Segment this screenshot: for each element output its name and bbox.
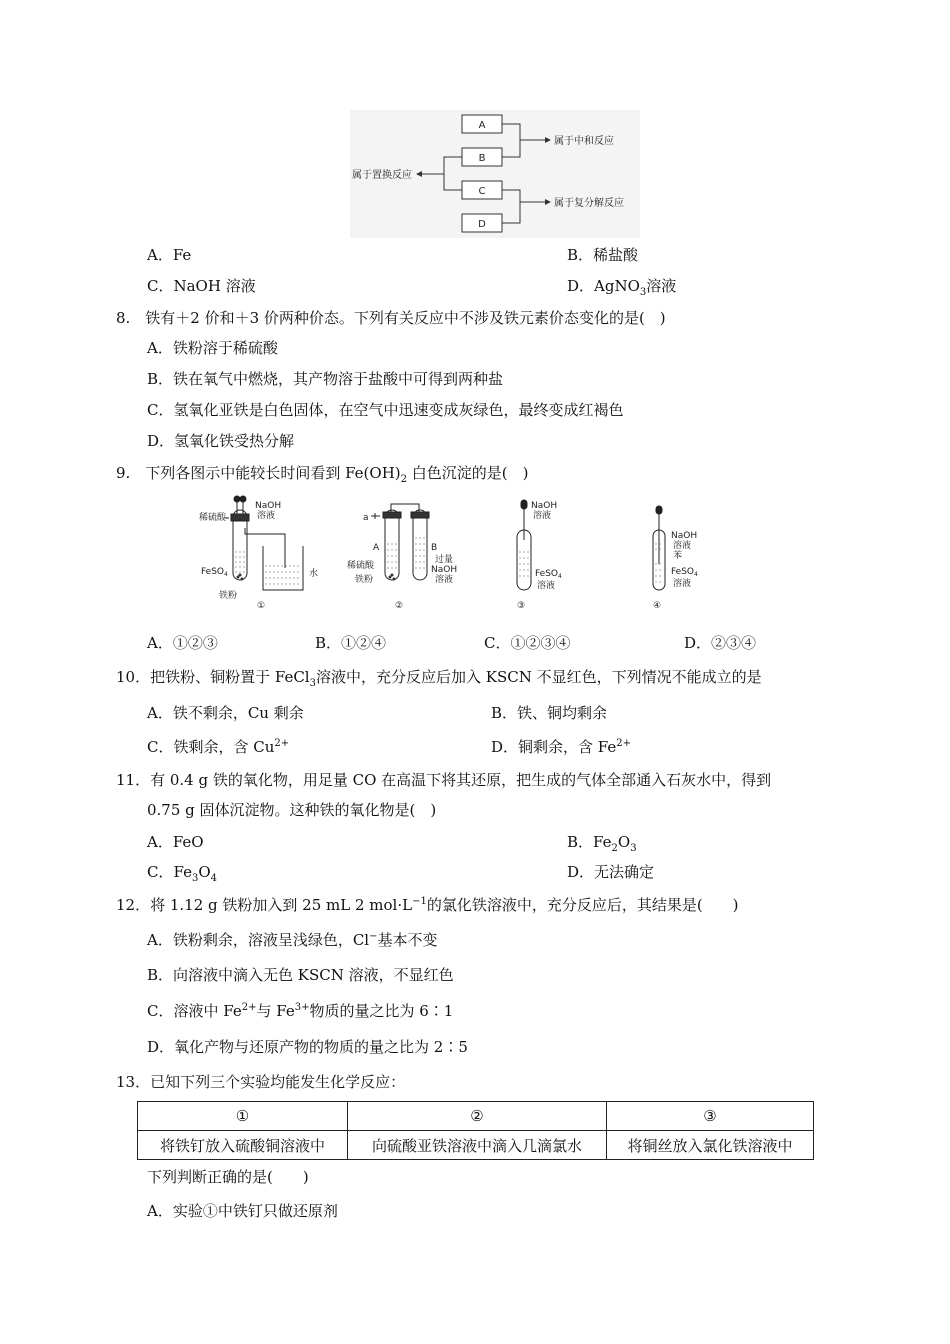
q7-option-b: B．稀盐酸 bbox=[567, 246, 639, 264]
svg-text:NaOH: NaOH bbox=[431, 565, 458, 575]
table-header-cell: ③ bbox=[607, 1102, 814, 1131]
q12-option-d: D．氧化产物与还原产物的物质的量之比为 2∶5 bbox=[147, 1038, 468, 1056]
q8-option-a: A．铁粉溶于稀硫酸 bbox=[147, 339, 278, 357]
q8-option-c: C．氢氧化亚铁是白色固体，在空气中迅速变成灰绿色，最终变成红褐色 bbox=[147, 401, 624, 419]
q8-option-d: D．氢氧化铁受热分解 bbox=[147, 432, 295, 450]
q9-option-d: D．②③④ bbox=[684, 634, 757, 652]
q13-option-a: A．实验①中铁钉只做还原剂 bbox=[147, 1202, 338, 1220]
svg-text:溶液: 溶液 bbox=[673, 579, 692, 589]
svg-text:溶液: 溶液 bbox=[257, 511, 276, 521]
box-c-label: C bbox=[478, 186, 486, 197]
svg-text:溶液: 溶液 bbox=[533, 511, 552, 521]
q9-stem: 9. 下列各图示中能较长时间看到 $Fe(OH)_2$ 白色沉淀的是( ) bbox=[116, 464, 529, 485]
table-cell: 将铁钉放入硫酸铜溶液中 bbox=[138, 1131, 348, 1160]
svg-text:③: ③ bbox=[517, 601, 526, 611]
svg-text:稀硫酸: 稀硫酸 bbox=[347, 561, 375, 571]
box-b-label: B bbox=[478, 153, 486, 164]
q11-stem-line2: 0.75 g 固体沉淀物。这种铁的氧化物是( ) bbox=[147, 801, 437, 819]
q10-option-d: D．铜剩余，含 $Fe^{2+}$ bbox=[491, 738, 632, 756]
reaction-classification-diagram bbox=[350, 110, 640, 238]
svg-text:A: A bbox=[373, 543, 380, 553]
svg-text:NaOH: NaOH bbox=[671, 531, 698, 541]
table-row bbox=[138, 1131, 814, 1160]
q13-question: 下列判断正确的是( ) bbox=[147, 1168, 309, 1186]
q7-option-c: C．NaOH 溶液 bbox=[147, 277, 256, 295]
q11-option-a: A．FeO bbox=[147, 833, 204, 851]
svg-text:水: 水 bbox=[309, 569, 319, 579]
double-decomposition-label: 属于复分解反应 bbox=[554, 198, 624, 209]
q8-option-b: B．铁在氧气中燃烧，其产物溶于盐酸中可得到两种盐 bbox=[147, 370, 504, 388]
q10-stem: 10．把铁粉、铜粉置于 FeCl$_3$溶液中，充分反应后加入 KSCN 不显红色，下列情况不能成立的是 bbox=[116, 668, 762, 689]
svg-text:溶液: 溶液 bbox=[537, 581, 556, 591]
q8-stem: 8. 铁有＋2 价和＋3 价两种价态。下列有关反应中不涉及铁元素价态变化的是( ) bbox=[116, 309, 666, 327]
svg-text:溶液: 溶液 bbox=[673, 541, 692, 551]
q9-option-b: B．①②④ bbox=[315, 634, 387, 652]
q12-stem: 12．将 1.12 g 铁粉加入到 25 mL 2 $mol\cdot L^{-1}$的氯化铁溶液中，充分反应后，其结果是( ) bbox=[116, 896, 739, 914]
q10-option-c: C．铁剩余，含 $Cu^{2+}$ bbox=[147, 738, 290, 756]
displacement-label: 属于置换反应 bbox=[352, 170, 412, 181]
table-header-cell: ① bbox=[138, 1102, 348, 1131]
box-a-label: A bbox=[478, 120, 486, 131]
svg-text:铁粉: 铁粉 bbox=[219, 591, 238, 601]
table-header-row bbox=[138, 1102, 814, 1131]
q13-stem: 13．已知下列三个实验均能发生化学反应： bbox=[116, 1073, 406, 1091]
q11-option-c: C．$Fe_3O_4$ bbox=[147, 863, 218, 884]
svg-text:④: ④ bbox=[653, 601, 662, 611]
svg-text:FeSO4: FeSO$_4$ bbox=[535, 569, 562, 580]
table-header-cell: ② bbox=[348, 1102, 607, 1131]
table-cell: 将铜丝放入氯化铁溶液中 bbox=[607, 1131, 814, 1160]
svg-text:①: ① bbox=[257, 601, 266, 611]
svg-text:a: a bbox=[363, 513, 369, 523]
q7-option-a: A．Fe bbox=[147, 246, 192, 264]
q9-option-c: C．①②③④ bbox=[484, 634, 571, 652]
svg-text:铁粉: 铁粉 bbox=[355, 575, 374, 585]
svg-text:FeSO4: FeSO$_4$ bbox=[671, 567, 698, 578]
svg-text:溶液: 溶液 bbox=[435, 575, 454, 585]
table-cell: 向硫酸亚铁溶液中滴入几滴氯水 bbox=[348, 1131, 607, 1160]
q10-option-b: B．铁、铜均剩余 bbox=[491, 704, 608, 722]
q12-option-a: A．铁粉剩余，溶液呈浅绿色，Cl−基本不变 bbox=[147, 931, 438, 949]
box-d-label: D bbox=[478, 219, 486, 230]
q7-option-d: D．AgNO$_3$溶液 bbox=[567, 277, 677, 298]
q11-stem-line1: 11．有 0.4 g 铁的氧化物，用足量 CO 在高温下将其还原，把生成的气体全部通入石灰水中，得到 bbox=[116, 771, 772, 789]
svg-text:NaOH: NaOH bbox=[255, 501, 282, 511]
q13-experiment-table bbox=[137, 1101, 814, 1160]
q12-option-c: C．溶液中 $Fe^{2+}$与 $Fe^{3+}$物质的量之比为 6∶1 bbox=[147, 1002, 454, 1020]
svg-text:FeSO4: FeSO$_4$ bbox=[201, 567, 228, 578]
svg-text:苯: 苯 bbox=[673, 551, 683, 561]
svg-text:②: ② bbox=[395, 601, 404, 611]
svg-text:过量: 过量 bbox=[435, 555, 454, 565]
svg-text:稀硫酸: 稀硫酸 bbox=[199, 513, 227, 523]
svg-text:NaOH: NaOH bbox=[531, 501, 558, 511]
q11-option-d: D．无法确定 bbox=[567, 863, 655, 881]
q9-apparatus-figure bbox=[195, 494, 715, 616]
q10-option-a: A．铁不剩余，Cu 剩余 bbox=[147, 704, 304, 722]
svg-text:B: B bbox=[431, 543, 438, 553]
q11-option-b: B．$Fe_2O_3$ bbox=[567, 833, 637, 854]
q9-option-a: A．①②③ bbox=[147, 634, 218, 652]
neutralization-label: 属于中和反应 bbox=[554, 136, 614, 147]
q12-option-b: B．向溶液中滴入无色 KSCN 溶液，不显红色 bbox=[147, 966, 454, 984]
